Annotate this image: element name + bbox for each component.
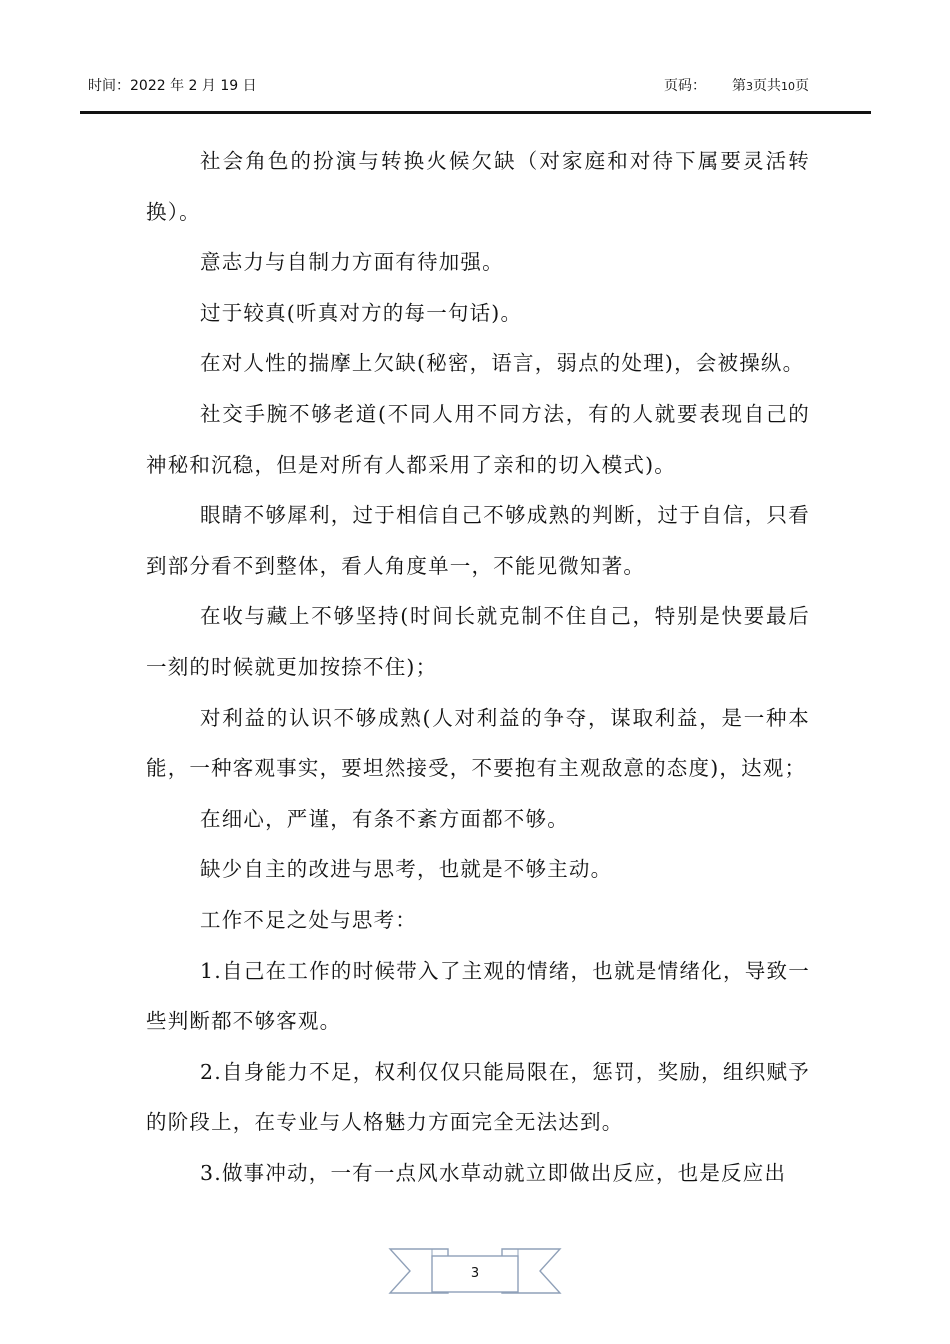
page-label: 页码： [664, 78, 706, 94]
paragraph: 工作不足之处与思考： [200, 907, 417, 932]
header-page-info [664, 75, 809, 95]
paragraph: 在对人性的揣摩上欠缺(秘密，语言，弱点的处理)，会被操纵。 [200, 351, 805, 376]
page-suffix: 页 [795, 78, 809, 94]
page-prefix: 第 [732, 78, 746, 94]
document-body [146, 136, 810, 1198]
paragraph: 社会角色的扮演与转换火候欠缺（对家庭和对待下属要灵活转换）。 [146, 149, 810, 224]
header-date: 时间：2022 年 2 月 19 日 [88, 78, 257, 94]
paragraph: 1.自己在工作的时候带入了主观的情绪，也就是情绪化，导致一些判断都不够客观。 [146, 958, 810, 1034]
paragraph: 在收与藏上不够坚持(时间长就克制不住自己，特别是快要最后一刻的时候就更加按捺不住)； [146, 604, 810, 679]
page-current: 3 [746, 80, 753, 93]
paragraph: 过于较真(听真对方的每一句话)。 [200, 300, 523, 325]
page-number: 3 [470, 1266, 480, 1281]
paragraph: 在细心，严谨，有条不紊方面都不够。 [200, 806, 569, 831]
paragraph: 社交手腕不够老道(不同人用不同方法，有的人就要表现自己的神秘和沉稳，但是对所有人都采用了亲和的切入模式)。 [146, 401, 810, 477]
paragraph: 2.自身能力不足，权利仅仅只能局限在，惩罚，奖励，组织赋予的阶段上，在专业与人格魅力方面完全无法达到。 [146, 1059, 810, 1135]
paragraph: 对利益的认识不够成熟(人对利益的争夺，谋取利益，是一种本能，一种客观事实，要坦然接受，不要抱有主观敌意的态度)，达观； [146, 705, 810, 781]
page-mid: 页共 [753, 78, 781, 94]
header-rule [80, 111, 871, 114]
page-header [0, 0, 950, 116]
paragraph: 3.做事冲动，一有一点风水草动就立即做出反应，也是反应出 [200, 1160, 787, 1185]
paragraph: 意志力与自制力方面有待加强。 [200, 250, 504, 275]
paragraph: 缺少自主的改进与思考，也就是不够主动。 [200, 857, 613, 882]
paragraph: 眼睛不够犀利，过于相信自己不够成熟的判断，过于自信，只看到部分看不到整体，看人角度单一，不能见微知著。 [146, 503, 810, 578]
page-total: 10 [781, 80, 795, 93]
